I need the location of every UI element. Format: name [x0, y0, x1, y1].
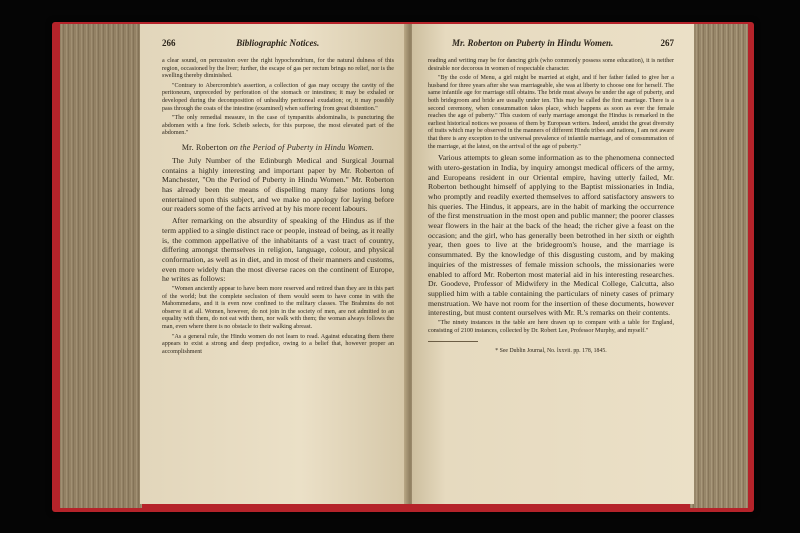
left-body-2: After remarking on the absurdity of speaking of the Hindus as if the term applied to a single distinct race or people, instead of being, as it really is, the common appellative of the inhabitants of a vast tract of country, differing amongst themselves in religion, language, colour, and physical conformation, as well as in diet, and in most of their manners and customs, even more widely than the most diverse races on the continent of Europe, he writes as follows:	[162, 216, 394, 284]
left-quote-3: "The only remedial measure, in the case of tympanitis abdominalis, is puncturing the abdomen with a fine fork. Scheib selects, for this purpose, the most elevated part of the abdomen."	[162, 115, 394, 137]
right-quote-3: "The ninety instances in the table are here drawn up to compare with a table for England, consisting of 2100 instances, collected by Dr. Robert Lee, Professor Murphy, and myself."	[428, 320, 674, 334]
left-quote-2: "Contrary to Abercrombie's assertion, a collection of gas may occupy the cavity of the peritoneum, unpreceded by perforation of the stomach or intestines; it may be exhaled or developed during the decomposition of unhealthy peritoneal exudation; or, it may possibly pass through the coats of the intestine (examined) when suffering from great distention."	[162, 82, 394, 112]
right-quote-1: reading and writing may be for dancing girls (who commonly possess some education), it is neither desirable nor decorous in women of respectable character.	[428, 58, 674, 72]
right-page-header	[452, 36, 674, 50]
left-page-header	[162, 36, 394, 50]
section-title-prefix: Mr. Roberton	[181, 142, 228, 152]
left-running-head: Bibliographic Notices.	[236, 38, 320, 48]
left-page-number: 266	[162, 38, 176, 48]
left-page-edges	[60, 24, 142, 508]
footnote: * See Dublin Journal, No. lxxvii. pp. 178, 1845.	[495, 348, 607, 355]
right-page-edges	[690, 24, 748, 508]
right-page-text	[428, 58, 674, 361]
right-page-number: 267	[660, 38, 674, 48]
left-quote-4: "Women anciently appear to have been more reserved and retired than they are in this part of the world; but the complete seclusion of them would seem to have come in with the Mahommedans, and it is even now confined to the military classes. The Brahmins do not observe it at all. Women, however, do not join in the society of men, are not admitted to an equality with them, do not eat with them, nor walk with them; the woman always follows the man, even where there is no obstacle to their walking abreast.	[162, 286, 394, 331]
left-quote-1: a clear sound, on percussion over the right hypochondrium, for the natural dulness of this region, occasioned by the liver; further, the escape of gas per rectum brings no relief, nor is the swelling thereby diminished.	[162, 58, 394, 80]
right-body-1: Various attempts to glean some information as to the phenomena connected with utero-gestation in India, by inquiry amongst medical officers of the army, and Europeans resident in our Oriental empire, having utterly failed, Mr. Roberton bethought himself of applying to the Baptist missionaries in India, who promptly and readily exerted themselves to afford satisfactory answers to his queries. The Hindus, it appears, are in the habit of marking the occurrence of the first menstruation in the most open and public manner; the poorer classes wear flowers in the hair at the back of the head; the richer give a feast on the occasion; and the girl, who has generally been betrothed in her sixth or eighth year, then goes to live at the bridegroom's house, and the marriage is consummated. By the knowledge of this disgusting custom, and by making inquiries of the mistresses of female mission schools, the missionaries were enabled to afford Mr. Roberton most material aid in his interesting researches. Dr. Goodeve, Professor of Midwifery in the Medical College, Calcutta, also supplied him with a table containing the particulars of ninety cases of primary menstruation. We have not room for the insertion of these documents, however interesting, but must content ourselves with Mr. R.'s remarks on their contents.	[428, 153, 674, 318]
footnote-rule	[428, 341, 478, 342]
right-running-head: Mr. Roberton on Puberty in Hindu Women.	[452, 38, 614, 48]
right-quote-2: "By the code of Menu, a girl might be married at eight, and if her father failed to give her a husband for three years after she was marriageable, she was at liberty to choose one for herself. The same infantile age for marriage still obtains. The bride must always be under the age of puberty, and both bridegroom and bride are usually under ten. This may be called the first marriage. There is a second ceremony, when consummation takes place, which happens as soon as ever the female reaches the age of puberty." This custom of early marriage amongst the Hindus is remarked in the earliest historical notices we possess of them by European writers. Indeed, amidst the great diversity of traits which may be observed in the manners of different Hindu tribes and nations, I am not aware that there is any exception to the universal prevalence of infantile marriage, and of consummation of the marriage, at the latest, on the arrival of the age of puberty."	[428, 75, 674, 150]
section-title	[162, 143, 394, 152]
left-page	[140, 24, 408, 504]
left-page-text	[162, 58, 394, 358]
section-title-italic: on the Period of Puberty in Hindu Women.	[229, 142, 375, 152]
left-quote-5: "As a general rule, the Hindu women do not learn to read. Against educating them there appears to exist a strong and deep prejudice, owing to a belief that, however proper an accomplishment	[162, 333, 394, 355]
right-page	[412, 24, 694, 504]
left-body-1: The July Number of the Edinburgh Medical and Surgical Journal contains a highly interesting and important paper by Mr. Roberton of Manchester, "On the Period of Puberty in Hindu Women." Mr. Roberton has already been the means of dispelling many false notions long entertained upon this subject, and we make no apology for laying before our readers some of the facts arrived at by his more recent labours.	[162, 155, 394, 214]
